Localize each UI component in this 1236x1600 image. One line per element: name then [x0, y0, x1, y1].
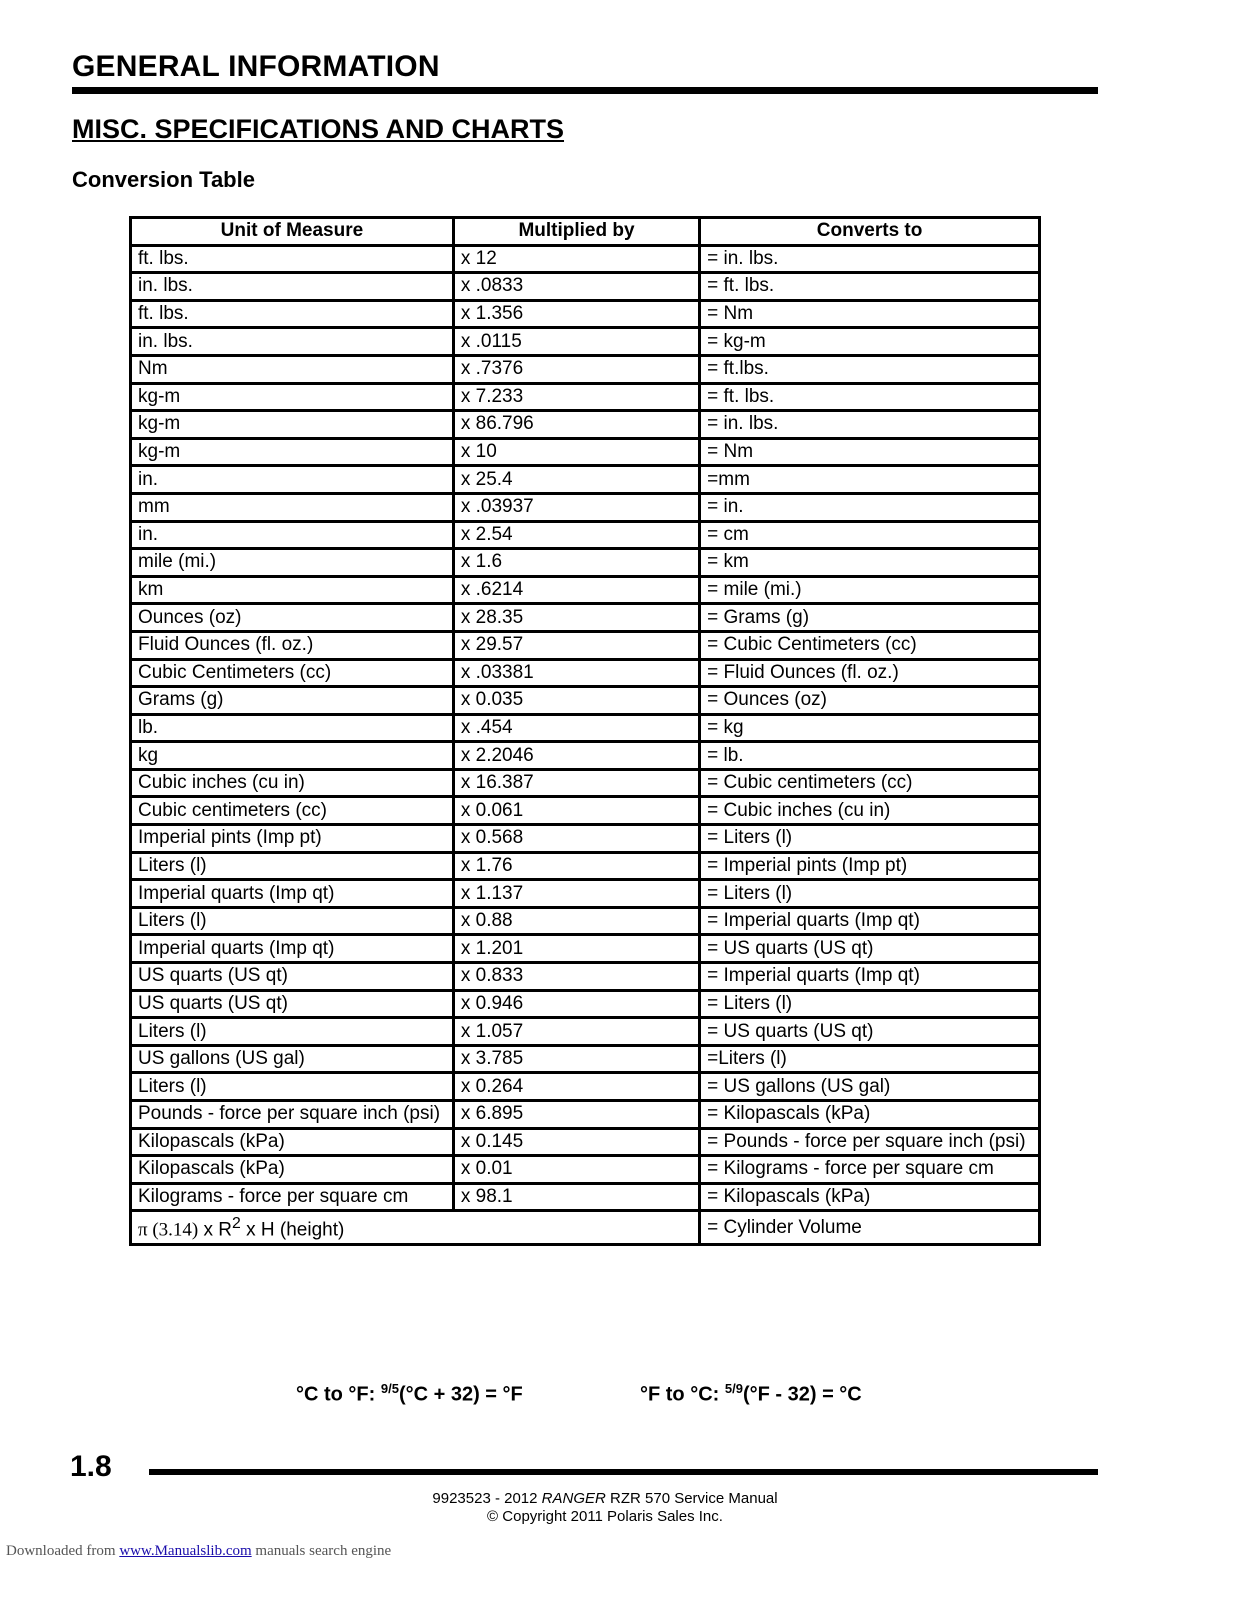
converts-to-cell: = Pounds - force per square inch (psi)	[700, 1128, 1040, 1156]
unit-cell: US quarts (US qt)	[131, 963, 454, 991]
bottom-rule	[149, 1469, 1098, 1475]
unit-cell: Liters (l)	[131, 1073, 454, 1101]
unit-cell: mm	[131, 493, 454, 521]
table-row	[131, 521, 1040, 549]
exponent: 2	[232, 1215, 241, 1233]
multiplier-cell: x 2.2046	[453, 742, 699, 770]
multiplier-cell: x 98.1	[453, 1183, 699, 1211]
converts-to-cell: = US quarts (US qt)	[700, 1018, 1040, 1046]
multiplier-cell: x .03381	[453, 659, 699, 687]
unit-cell: Liters (l)	[131, 1018, 454, 1046]
table-row	[131, 659, 1040, 687]
table-row	[131, 852, 1040, 880]
download-notice	[6, 1543, 391, 1560]
unit-cell: kg	[131, 742, 454, 770]
table-row	[131, 742, 1040, 770]
converts-to-cell: = Kilopascals (kPa)	[700, 1101, 1040, 1129]
unit-cell: Pounds - force per square inch (psi)	[131, 1101, 454, 1129]
multiplier-cell: x 16.387	[453, 769, 699, 797]
table-row	[131, 1183, 1040, 1211]
table-row	[131, 1073, 1040, 1101]
unit-cell: in.	[131, 521, 454, 549]
converts-to-cell: = Cubic centimeters (cc)	[700, 769, 1040, 797]
table-row	[131, 300, 1040, 328]
converts-to-cell: = Liters (l)	[700, 825, 1040, 853]
unit-cell: Imperial quarts (Imp qt)	[131, 880, 454, 908]
table-row	[131, 1045, 1040, 1073]
table-row	[131, 604, 1040, 632]
download-prefix: Downloaded from	[6, 1543, 120, 1559]
converts-to-cell: = Kilograms - force per square cm	[700, 1156, 1040, 1184]
page-heading: MISC. SPECIFICATIONS AND CHARTS	[72, 114, 565, 144]
converts-to-cell: = ft. lbs.	[700, 273, 1040, 301]
multiplier-cell: x 0.833	[453, 963, 699, 991]
unit-cell: mile (mi.)	[131, 549, 454, 577]
unit-cell: kg-m	[131, 411, 454, 439]
converts-to-cell: = Cubic inches (cu in)	[700, 797, 1040, 825]
converts-to-cell: = Imperial quarts (Imp qt)	[700, 963, 1040, 991]
f-to-c-label: °F to °C:	[640, 1383, 725, 1406]
multiplier-cell: x 0.145	[453, 1128, 699, 1156]
converts-to-cell: = Cubic Centimeters (cc)	[700, 631, 1040, 659]
table-row	[131, 990, 1040, 1018]
multiplier-cell: x .0833	[453, 273, 699, 301]
unit-cell: Kilopascals (kPa)	[131, 1128, 454, 1156]
table-row	[131, 935, 1040, 963]
multiplier-cell: x .454	[453, 714, 699, 742]
sub-heading: Conversion Table	[72, 167, 255, 192]
table-row	[131, 797, 1040, 825]
table-row	[131, 355, 1040, 383]
converts-to-cell: = Nm	[700, 300, 1040, 328]
multiplier-cell: x .6214	[453, 576, 699, 604]
unit-cell: lb.	[131, 714, 454, 742]
manual-prefix: 9923523 - 2012	[432, 1490, 542, 1507]
converts-to-cell: = in. lbs.	[700, 245, 1040, 273]
unit-cell: Nm	[131, 355, 454, 383]
unit-cell: Fluid Ounces (fl. oz.)	[131, 631, 454, 659]
multiplier-cell: x .03937	[453, 493, 699, 521]
table-row	[131, 631, 1040, 659]
multiplier-cell: x 0.88	[453, 907, 699, 935]
multiplier-cell: x 2.54	[453, 521, 699, 549]
table-row-cylinder	[131, 1211, 1040, 1244]
multiplier-cell: x 86.796	[453, 411, 699, 439]
table-row	[131, 273, 1040, 301]
multiplier-cell: x 1.057	[453, 1018, 699, 1046]
c-to-f-label: °C to °F:	[296, 1383, 381, 1406]
converts-to-cell: = in. lbs.	[700, 411, 1040, 439]
unit-cell: in. lbs.	[131, 273, 454, 301]
manualslib-link[interactable]: www.Manualslib.com	[119, 1543, 252, 1559]
conversion-table	[129, 216, 1041, 1246]
converts-to-cell: = Fluid Ounces (fl. oz.)	[700, 659, 1040, 687]
table-header-row	[131, 218, 1040, 246]
converts-to-cell: = kg	[700, 714, 1040, 742]
converts-to-cell: =mm	[700, 466, 1040, 494]
unit-cell: kg-m	[131, 383, 454, 411]
unit-cell: ft. lbs.	[131, 300, 454, 328]
table-row	[131, 880, 1040, 908]
manual-title	[0, 1490, 1210, 1507]
converts-to-cell: = km	[700, 549, 1040, 577]
converts-to-cell: = ft.lbs.	[700, 355, 1040, 383]
multiplier-cell: x 1.356	[453, 300, 699, 328]
table-row	[131, 1101, 1040, 1129]
converts-to-cell: = Ounces (oz)	[700, 687, 1040, 715]
multiplier-cell: x 1.76	[453, 852, 699, 880]
converts-to-cell: = in.	[700, 493, 1040, 521]
unit-cell: Imperial pints (Imp pt)	[131, 825, 454, 853]
table-row	[131, 576, 1040, 604]
table-row	[131, 438, 1040, 466]
table-row	[131, 466, 1040, 494]
converts-to-cell: = Nm	[700, 438, 1040, 466]
multiplier-cell: x 1.137	[453, 880, 699, 908]
page-number: 1.8	[70, 1450, 112, 1483]
unit-cell: US quarts (US qt)	[131, 990, 454, 1018]
unit-cell: ft. lbs.	[131, 245, 454, 273]
table-row	[131, 1156, 1040, 1184]
table-row	[131, 245, 1040, 273]
table-row	[131, 383, 1040, 411]
cylinder-formula	[131, 1211, 700, 1244]
converts-to-cell: = Imperial pints (Imp pt)	[700, 852, 1040, 880]
multiplier-cell: x 10	[453, 438, 699, 466]
multiplier-cell: x .0115	[453, 328, 699, 356]
unit-cell: Cubic Centimeters (cc)	[131, 659, 454, 687]
height-term: x H (height)	[240, 1219, 345, 1241]
multiplier-cell: x 1.6	[453, 549, 699, 577]
multiplier-cell: x 12	[453, 245, 699, 273]
table-row	[131, 328, 1040, 356]
unit-cell: Ounces (oz)	[131, 604, 454, 632]
unit-cell: Imperial quarts (Imp qt)	[131, 935, 454, 963]
unit-cell: US gallons (US gal)	[131, 1045, 454, 1073]
header-multiplier: Multiplied by	[453, 218, 699, 246]
f-to-c-fraction: 5/9	[724, 1381, 743, 1396]
table-row	[131, 1018, 1040, 1046]
c-to-f-formula	[296, 1381, 523, 1407]
converts-to-cell: =Liters (l)	[700, 1045, 1040, 1073]
top-rule	[72, 87, 1098, 94]
converts-to-cell: = lb.	[700, 742, 1040, 770]
converts-to-cell: = cm	[700, 521, 1040, 549]
unit-cell: in.	[131, 466, 454, 494]
table-row	[131, 963, 1040, 991]
converts-to-cell: = mile (mi.)	[700, 576, 1040, 604]
unit-cell: in. lbs.	[131, 328, 454, 356]
multiplier-cell: x 0.01	[453, 1156, 699, 1184]
table-row	[131, 493, 1040, 521]
converts-to-cell: = Imperial quarts (Imp qt)	[700, 907, 1040, 935]
unit-cell: Cubic inches (cu in)	[131, 769, 454, 797]
f-to-c-formula	[640, 1381, 862, 1407]
table-row	[131, 411, 1040, 439]
multiplier-cell: x 3.785	[453, 1045, 699, 1073]
unit-cell: Kilopascals (kPa)	[131, 1156, 454, 1184]
multiplier-cell: x 6.895	[453, 1101, 699, 1129]
converts-to-cell: = kg-m	[700, 328, 1040, 356]
converts-to-cell: = Liters (l)	[700, 990, 1040, 1018]
multiplier-cell: x 1.201	[453, 935, 699, 963]
table-row	[131, 825, 1040, 853]
multiplier-cell: x 25.4	[453, 466, 699, 494]
table-row	[131, 687, 1040, 715]
c-to-f-fraction: 9/5	[380, 1381, 399, 1396]
radius-term: x R	[198, 1219, 233, 1241]
converts-to-cell: = ft. lbs.	[700, 383, 1040, 411]
unit-cell: Liters (l)	[131, 907, 454, 935]
converts-to-cell: = Kilopascals (kPa)	[700, 1183, 1040, 1211]
section-title: GENERAL INFORMATION	[72, 50, 440, 83]
c-to-f-expression: (°C + 32) = °F	[398, 1383, 523, 1406]
unit-cell: Liters (l)	[131, 852, 454, 880]
converts-to-cell: = US gallons (US gal)	[700, 1073, 1040, 1101]
multiplier-cell: x .7376	[453, 355, 699, 383]
header-unit: Unit of Measure	[131, 218, 454, 246]
manual-suffix: RZR 570 Service Manual	[605, 1490, 778, 1507]
copyright: © Copyright 2011 Polaris Sales Inc.	[487, 1508, 723, 1525]
converts-to-cell: = US quarts (US qt)	[700, 935, 1040, 963]
table-row	[131, 769, 1040, 797]
multiplier-cell: x 7.233	[453, 383, 699, 411]
unit-cell: km	[131, 576, 454, 604]
multiplier-cell: x 0.264	[453, 1073, 699, 1101]
multiplier-cell: x 0.035	[453, 687, 699, 715]
multiplier-cell: x 0.061	[453, 797, 699, 825]
header-converts-to: Converts to	[700, 218, 1040, 246]
unit-cell: Kilograms - force per square cm	[131, 1183, 454, 1211]
multiplier-cell: x 28.35	[453, 604, 699, 632]
unit-cell: kg-m	[131, 438, 454, 466]
multiplier-cell: x 29.57	[453, 631, 699, 659]
unit-cell: Grams (g)	[131, 687, 454, 715]
unit-cell: Cubic centimeters (cc)	[131, 797, 454, 825]
table-row	[131, 549, 1040, 577]
table-row	[131, 714, 1040, 742]
manual-model: RANGER	[541, 1490, 606, 1507]
converts-to-cell: = Liters (l)	[700, 880, 1040, 908]
pi-symbol: π (3.14)	[138, 1219, 199, 1241]
cylinder-result: = Cylinder Volume	[700, 1211, 1040, 1244]
f-to-c-expression: (°F - 32) = °C	[742, 1383, 862, 1406]
download-suffix: manuals search engine	[251, 1543, 392, 1559]
multiplier-cell: x 0.568	[453, 825, 699, 853]
table-row	[131, 907, 1040, 935]
multiplier-cell: x 0.946	[453, 990, 699, 1018]
converts-to-cell: = Grams (g)	[700, 604, 1040, 632]
table-row	[131, 1128, 1040, 1156]
